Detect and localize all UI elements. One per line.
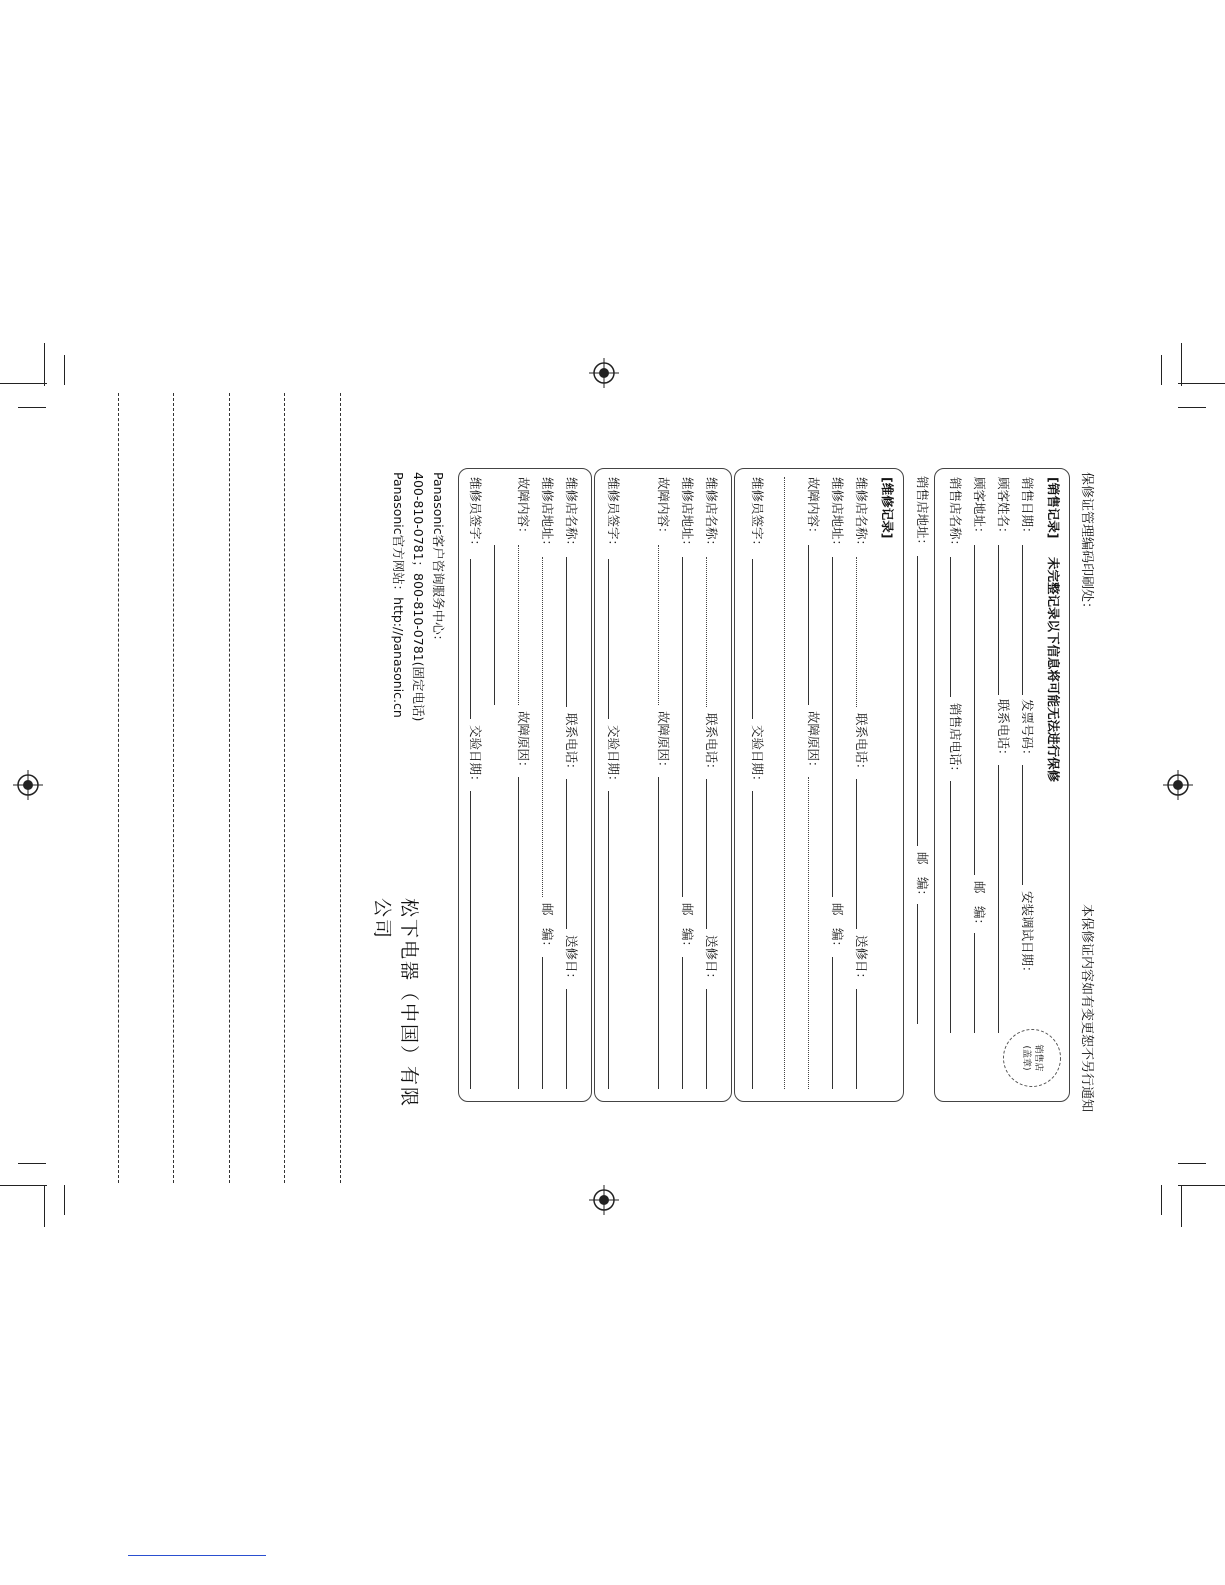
cut-line (340, 393, 341, 1183)
shop-name-field[interactable] (706, 557, 707, 707)
crop-mark (1178, 1185, 1225, 1186)
crop-mark (1178, 1163, 1206, 1164)
return-date-label: 交验日期： (606, 725, 621, 788)
repair-1-row-extra (781, 477, 799, 1093)
repair-2-row-fault (655, 477, 673, 1093)
repair-record-title: [维修记录] (880, 477, 895, 539)
shop-address-field[interactable] (832, 557, 833, 897)
link-underline (128, 1555, 266, 1556)
customer-postcode-label: 邮 编： (972, 881, 987, 932)
cut-line (173, 393, 174, 1183)
repair-3-row-address (539, 477, 557, 1093)
send-date-field[interactable] (566, 989, 567, 1089)
fault-content-extra-line[interactable] (784, 477, 785, 1089)
company-name: 松下电器（中国）有限公司 (371, 898, 420, 1109)
management-code-label: 保修证管理编码印刷处： (1079, 472, 1094, 616)
return-date-field[interactable] (470, 791, 471, 1089)
shop-name-field[interactable] (856, 557, 857, 707)
stamp-line-2: (盖章) (1021, 1045, 1031, 1071)
return-date-field[interactable] (608, 791, 609, 1089)
crop-mark (1178, 383, 1225, 384)
invoice-number-label: 发票号码： (1020, 699, 1035, 762)
website: Panasonic官方网站：http://panasonic.cn (391, 472, 406, 718)
crop-mark (1181, 343, 1182, 386)
fault-cause-label: 故障原因： (516, 711, 531, 774)
shop-name-label: 维修店名称： (564, 477, 579, 553)
repair-1-row-sign (749, 477, 767, 1093)
invoice-number-field[interactable] (1022, 765, 1023, 885)
shop-address-field[interactable] (542, 557, 543, 897)
customer-address-field[interactable] (974, 545, 975, 875)
store-address-field[interactable] (917, 556, 918, 846)
repair-3-row-sign (467, 477, 485, 1093)
shop-phone-field[interactable] (566, 779, 567, 929)
hotline-numbers: 400-810-0781；800-810-0781(固定电话) (411, 472, 426, 722)
shop-postcode-label: 邮 编： (680, 903, 695, 954)
sale-date-label: 销售日期： (1020, 477, 1035, 540)
hotline-title: Panasonic客户咨询服务中心： (431, 472, 446, 648)
install-date-label: 安装调试日期： (1020, 891, 1035, 979)
repair-1-row-fault (805, 477, 823, 1093)
registration-mark-icon (13, 770, 43, 800)
fault-content-label: 故障内容： (656, 477, 671, 540)
store-postcode-field[interactable] (917, 904, 918, 1024)
fault-cause-label: 故障原因： (656, 711, 671, 774)
cut-line (229, 393, 230, 1183)
technician-sign-label: 维修员签字： (468, 477, 483, 553)
repair-1-row-shop (853, 477, 871, 1093)
customer-name-field[interactable] (998, 545, 999, 695)
shop-phone-label: 联系电话： (704, 713, 719, 776)
sales-row-store-address (914, 476, 932, 1096)
shop-address-field[interactable] (682, 557, 683, 897)
repair-2-row-sign (605, 477, 623, 1093)
store-address-label: 销售店地址： (915, 476, 930, 552)
technician-sign-label: 维修员签字： (606, 477, 621, 553)
shop-phone-label: 联系电话： (564, 713, 579, 776)
fault-content-field[interactable] (518, 545, 519, 705)
repair-2-row-shop (703, 477, 721, 1093)
sales-record-title: [销售记录] (1046, 477, 1061, 539)
fault-cause-field[interactable] (518, 777, 519, 1089)
crop-mark (18, 407, 46, 408)
customer-address-label: 顾客地址： (972, 477, 987, 540)
store-name-label: 销售店名称： (948, 477, 963, 553)
repair-3-row-fault (515, 477, 533, 1093)
crop-mark (18, 1163, 46, 1164)
crop-mark (0, 383, 47, 384)
crop-mark (64, 355, 65, 385)
sales-title-row (1045, 477, 1063, 1093)
technician-sign-field[interactable] (608, 559, 609, 719)
customer-phone-field[interactable] (998, 765, 999, 1033)
shop-phone-field[interactable] (856, 779, 857, 929)
crop-mark (1181, 1185, 1182, 1227)
crop-mark (44, 1185, 45, 1227)
send-date-label: 送修日： (854, 935, 869, 986)
crop-mark (1161, 1185, 1162, 1215)
store-phone-label: 销售店电话： (948, 703, 963, 779)
crop-mark (1161, 355, 1162, 385)
shop-address-label: 维修店地址： (680, 477, 695, 553)
technician-sign-field[interactable] (470, 559, 471, 719)
registration-mark-icon (1163, 770, 1193, 800)
fault-cause-field[interactable] (808, 777, 809, 1089)
customer-postcode-field[interactable] (974, 933, 975, 1033)
send-date-label: 送修日： (704, 935, 719, 986)
return-date-label: 交验日期： (468, 725, 483, 788)
crop-mark (1178, 407, 1206, 408)
store-phone-field[interactable] (950, 781, 951, 1033)
technician-sign-label: 维修员签字： (750, 477, 765, 553)
shop-postcode-field[interactable] (832, 957, 833, 1089)
fault-content-label: 故障内容： (806, 477, 821, 540)
repair-title-row (879, 477, 897, 1093)
warranty-warning: 未完整记录以下信息将可能无法进行保修 (1046, 557, 1061, 783)
fault-content-extra-line[interactable] (494, 545, 495, 705)
store-stamp (1003, 1029, 1061, 1087)
crop-mark (64, 1185, 65, 1215)
store-postcode-label: 邮 编： (915, 852, 930, 903)
shop-name-field[interactable] (566, 557, 567, 707)
shop-name-label: 维修店名称： (704, 477, 719, 553)
sales-row-customer (995, 477, 1013, 1093)
shop-postcode-label: 邮 编： (540, 903, 555, 954)
warranty-card (371, 468, 1100, 1118)
cut-line (118, 393, 119, 1183)
crop-mark (0, 1185, 47, 1186)
sale-date-field[interactable] (1022, 545, 1023, 695)
cut-line (284, 393, 285, 1183)
customer-phone-label: 联系电话： (996, 699, 1011, 762)
fault-content-label: 故障内容： (516, 477, 531, 540)
shop-phone-label: 联系电话： (854, 713, 869, 776)
send-date-field[interactable] (856, 989, 857, 1089)
send-date-label: 送修日： (564, 935, 579, 986)
registration-mark-icon (589, 1185, 619, 1215)
repair-record-2 (594, 468, 732, 1102)
repair-1-row-address (829, 477, 847, 1093)
return-date-field[interactable] (752, 791, 753, 1089)
fault-content-field[interactable] (808, 545, 809, 705)
shop-address-label: 维修店地址： (830, 477, 845, 553)
repair-record-1 (734, 468, 904, 1102)
store-name-field[interactable] (950, 557, 951, 697)
repair-2-row-address (679, 477, 697, 1093)
shop-postcode-label: 邮 编： (830, 903, 845, 954)
registration-mark-icon (589, 358, 619, 388)
change-notice: 本保修证内容如有变更恕不另行通知 (1079, 903, 1094, 1112)
repair-3-row-shop (563, 477, 581, 1093)
crop-mark (44, 343, 45, 386)
fault-cause-label: 故障原因： (806, 711, 821, 774)
shop-postcode-field[interactable] (682, 957, 683, 1089)
sales-row-address (971, 477, 989, 1093)
shop-name-label: 维修店名称： (854, 477, 869, 553)
stamp-line-1: 销售店 (1033, 1044, 1043, 1072)
fault-content-field[interactable] (658, 545, 659, 705)
sales-record-section (934, 468, 1070, 1102)
card-header (1074, 472, 1100, 1112)
return-date-label: 交验日期： (750, 725, 765, 788)
fault-cause-field[interactable] (658, 777, 659, 1089)
technician-sign-field[interactable] (752, 559, 753, 719)
repair-3-row-extra (491, 477, 509, 1093)
send-date-field[interactable] (706, 989, 707, 1089)
sales-row-store (947, 477, 965, 1093)
repair-record-3 (458, 468, 592, 1102)
shop-phone-field[interactable] (706, 779, 707, 929)
sales-row-date (1019, 477, 1037, 1093)
customer-name-label: 顾客姓名： (996, 477, 1011, 540)
shop-address-label: 维修店地址： (540, 477, 555, 553)
shop-postcode-field[interactable] (542, 957, 543, 1089)
